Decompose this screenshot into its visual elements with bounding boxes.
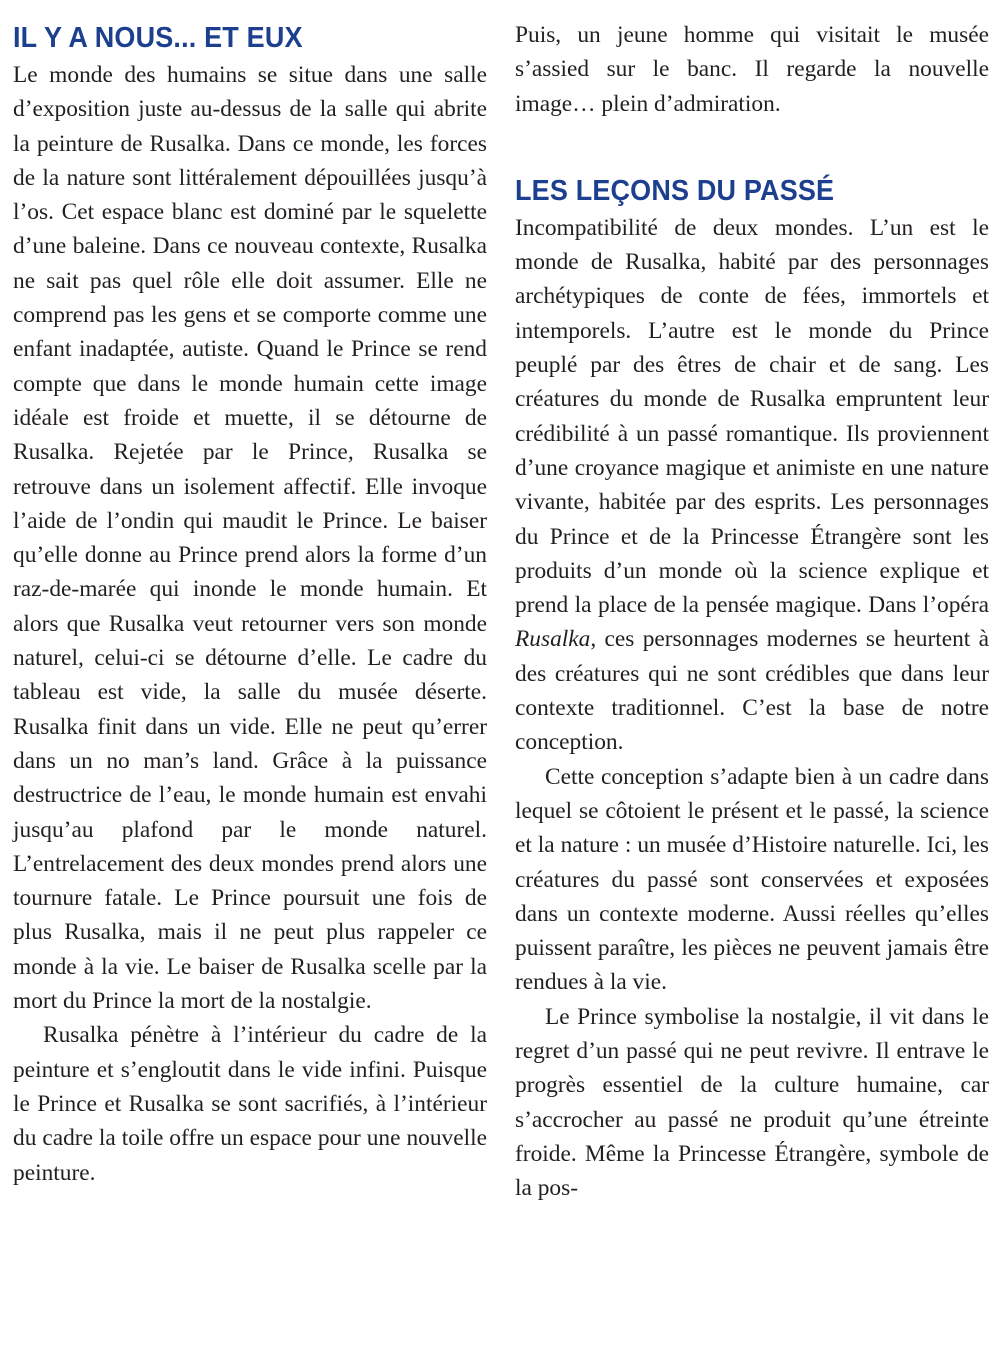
body-paragraph: Cette conception s’adapte bien à un cadre dans lequel se côtoient le présent et le passé, la science et la nature : un musée d’Histoire naturelle. Ici, les créatures du passé sont conservées et exposées dans un contexte moderne. Aussi réelles qu’elles puissent paraître, les pièces ne peuvent jamais être rendues à la vie. [515,763,989,996]
section-heading-lecons-du-passe: LES LEÇONS DU PASSÉ [515,174,835,207]
right-column [515,18,989,1206]
text-run: Incompatibilité de deux mondes. L’un est le monde de Rusalka, habité par des personnages archétypiques de conte de fées, immortels et intemporels. L’autre est le monde du Prince peuplé par des êtres de chair et de sang. Les créatures du monde de Rusalka empruntent leur crédibilité à un passé romantique. Ils proviennent d’une croyance magique et animiste en une nature vivante, habitée par des esprits. Les personnages du Prince et de la Princesse Étrangère sont les produits d’un monde où la science explique et prend la place de la pensée magique. Dans l’opéra [515,214,989,619]
text-run: , ces personnages modernes se heurtent à des créatures qui ne sont crédibles que dans leur contexte traditionnel. C’est la base de notre conception. [515,626,989,756]
body-paragraph: Le Prince symbolise la nostalgie, il vit dans le regret d’un passé qui ne peut revivre. Il entrave le progrès essentiel de la culture humaine, car s’accrocher au passé ne produit qu’une étreinte froide. Même la Princesse Étrangère, symbole de la pos- [515,1003,989,1202]
left-column [13,18,487,1190]
opera-title: Rusalka [515,626,591,653]
body-paragraph: Le monde des humains se situe dans une salle d’exposition juste au-dessus de la salle qui abrite la peinture de Rusalka. Dans ce monde, les forces de la nature sont littéralement dépouillées jusqu’à l’os. Cet espace blanc est dominé par le squelette d’une baleine. Dans ce nouveau contexte, Rusalka ne sait pas quel rôle elle doit assumer. Elle ne comprend pas les gens et se comporte comme une enfant inadaptée, autiste. Quand le Prince se rend compte que dans le monde humain cette image idéale est froide et muette, il se détourne de Rusalka. Rejetée par le Prince, Rusalka se retrouve dans un isolement affectif. Elle invoque l’aide de l’ondin qui maudit le Prince. Le baiser qu’elle donne au Prince prend alors la forme d’un raz-de-marée qui inonde le monde humain. Et alors que Rusalka veut retourner vers son monde naturel, celui-ci se détourne d’elle. Le cadre du tableau est vide, la salle du musée déserte. Rusalka finit dans un vide. Elle ne peut qu’errer dans un no man’s land. Grâce à la puissance destructrice de l’eau, le monde humain est envahi jusqu’au plafond par le monde naturel. L’entrelacement des deux mondes prend alors une tournure fatale. Le Prince poursuit une fois de plus Rusalka, mais il ne peut plus rappeler ce monde à la vie. Le baiser de Rusalka scelle par la mort du Prince la mort de la nostalgie. [13,62,487,1015]
body-paragraph [515,211,989,760]
body-paragraph: Rusalka pénètre à l’intérieur du cadre de la peinture et s’engloutit dans le vide infini. Puisque le Prince et Rusalka se sont sacrifiés, à l’intérieur du cadre la toile offre un espace pour une nouvelle peinture. [13,1022,487,1186]
section-spacer [515,121,989,171]
section-heading-nous-et-eux: IL Y A NOUS... ET EUX [13,22,303,54]
body-paragraph: Puis, un jeune homme qui visitait le musée s’assied sur le banc. Il regarde la nouvelle image… plein d’admiration. [515,22,989,117]
